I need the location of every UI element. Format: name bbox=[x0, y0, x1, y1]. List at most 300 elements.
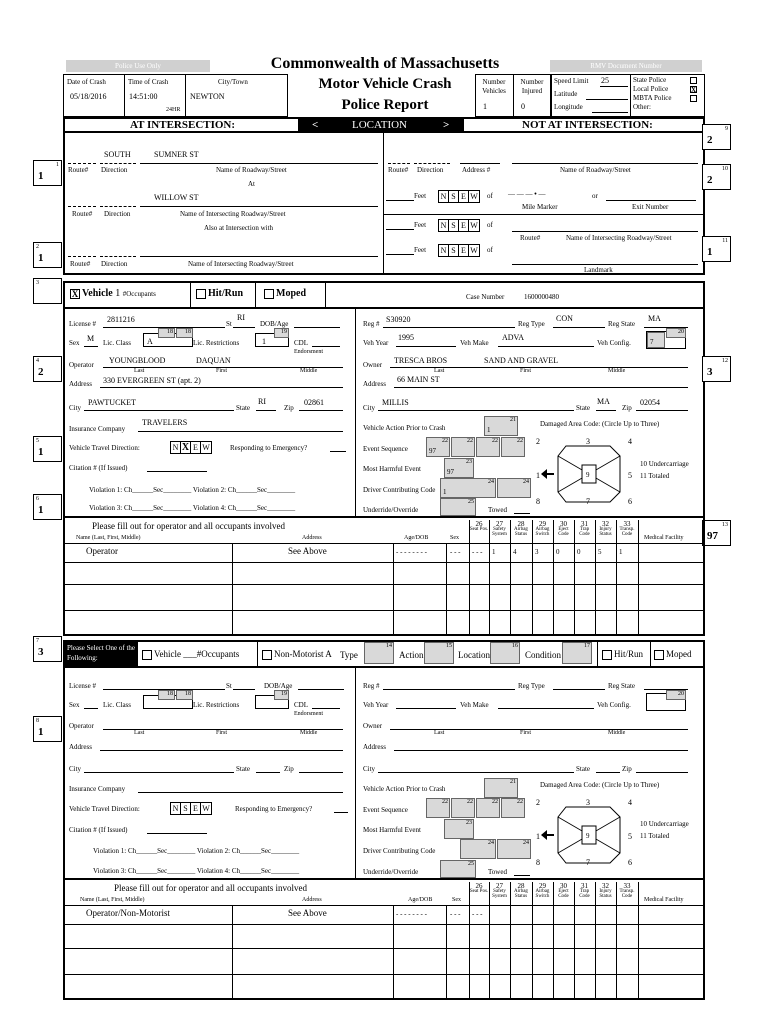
u2-damage-diagram-icon[interactable] bbox=[530, 793, 700, 873]
contrib-box-1[interactable]: 24 1 bbox=[440, 478, 496, 498]
harm-box[interactable]: 23 97 bbox=[444, 458, 474, 478]
u2-sex-label: Sex bbox=[69, 701, 80, 709]
sex-value[interactable]: M bbox=[87, 334, 95, 343]
hdr-div4 bbox=[630, 74, 631, 117]
date-label: Date of Crash bbox=[67, 78, 106, 86]
u2-cdl-label: CDL bbox=[294, 701, 308, 709]
unit2-condition-box[interactable]: 17 bbox=[562, 642, 592, 664]
sex-line bbox=[84, 346, 98, 347]
title-line-2: Motor Vehicle Crash bbox=[318, 76, 452, 92]
occ2-row1-seat[interactable]: - - - bbox=[472, 910, 483, 918]
u2-state-line bbox=[256, 772, 280, 773]
svg-text:2: 2 bbox=[536, 798, 540, 807]
st-line bbox=[233, 327, 255, 328]
veh-make-value[interactable]: ADVA bbox=[502, 333, 525, 342]
side-box-7[interactable]: 7 3 bbox=[33, 636, 62, 662]
occ1-colnum-31: 31 bbox=[581, 520, 588, 528]
vehicle-checkbox[interactable]: X Vehicle 1 #Occupants bbox=[71, 288, 156, 299]
side-box-10[interactable]: 10 2 bbox=[702, 164, 731, 190]
dir-s[interactable]: S bbox=[181, 803, 191, 814]
own-city-value[interactable]: MILLIS bbox=[382, 398, 409, 407]
occ2-col-div-31 bbox=[574, 882, 575, 1000]
occ-header-line bbox=[64, 543, 704, 544]
cdl-line bbox=[312, 346, 340, 347]
occ2-row-line-3 bbox=[64, 974, 704, 975]
u2-op-last: Last bbox=[134, 730, 145, 736]
u2-violation-3: Violation 3: Ch______Sec________ Violation 4: Ch______Sec________ bbox=[93, 867, 300, 875]
own-last-label: Last bbox=[434, 368, 445, 374]
occ1-colnum-27: 27 bbox=[496, 520, 503, 528]
occ-age-col: Age/DOB bbox=[404, 535, 429, 541]
u2-event-label: Event Sequence bbox=[363, 806, 408, 814]
side-box-2[interactable]: 2 1 bbox=[33, 242, 62, 268]
u2-emergency-line bbox=[334, 812, 348, 813]
occ2-col-div-age bbox=[446, 905, 447, 1000]
case-number-label: Case Number bbox=[466, 293, 505, 301]
own-address-label: Address bbox=[363, 380, 386, 388]
local-police-checkbox[interactable]: X bbox=[691, 86, 697, 94]
owner-first[interactable]: SAND AND GRAVEL bbox=[484, 356, 559, 365]
u2-lic-class-box[interactable]: 18 18 bbox=[143, 695, 193, 709]
occ-row1-sex[interactable]: - - - bbox=[450, 548, 461, 556]
side-box-11[interactable]: 11 1 bbox=[702, 236, 731, 262]
occ1-colhead-28: Airbag Status bbox=[514, 527, 528, 537]
harm-label: Most Harmful Event bbox=[363, 465, 421, 473]
u2-contrib-label: Driver Contributing Code bbox=[363, 847, 436, 855]
u2-reg-state-label: Reg State bbox=[608, 682, 636, 690]
int-direction-value[interactable]: SOUTH bbox=[104, 150, 131, 159]
occ2-col-div-addr bbox=[393, 905, 394, 1000]
num-veh-label: Number Vehicles bbox=[482, 78, 506, 95]
insurance-line bbox=[138, 431, 343, 432]
own-middle-label: Middle bbox=[608, 368, 626, 374]
city-value[interactable]: NEWTON bbox=[190, 92, 225, 101]
reg-type-line bbox=[553, 327, 605, 328]
u2-state-label: State bbox=[236, 765, 250, 773]
int-road-label-2: Name of Intersecting Roadway/Street bbox=[180, 210, 286, 218]
emergency-line bbox=[330, 451, 346, 452]
side-box-6[interactable]: 6 1 bbox=[33, 494, 62, 520]
damage-diagram-icon[interactable] bbox=[530, 432, 700, 512]
rmv-doc-box bbox=[550, 60, 702, 72]
u2-zip-line bbox=[299, 772, 343, 773]
dir-s-selected[interactable]: X bbox=[181, 442, 190, 453]
r-row-divider bbox=[384, 214, 704, 215]
occ2-col-div-28 bbox=[510, 882, 511, 1000]
u2-lic-restr-label: Lic. Restrictions bbox=[193, 701, 240, 709]
u2-insurance-label: Insurance Company bbox=[69, 785, 126, 793]
unit2-type-box[interactable]: 14 bbox=[364, 642, 394, 664]
endorsement-label: Endorsment bbox=[294, 349, 323, 355]
occ2-col-div-30 bbox=[553, 882, 554, 1000]
unit2-nonmotorist-checkbox[interactable]: Non-Motorist A bbox=[262, 649, 332, 660]
occ2-colhead-33: Transp. Code bbox=[619, 889, 635, 899]
latitude-line bbox=[586, 99, 628, 100]
occ1-row1-val-29[interactable]: 3 bbox=[535, 548, 539, 556]
dir-n[interactable]: N bbox=[439, 245, 449, 256]
occ-row1-address[interactable]: See Above bbox=[288, 546, 327, 556]
dir-w[interactable]: W bbox=[470, 246, 478, 255]
latitude-label: Latitude bbox=[554, 90, 578, 98]
emergency-label: Responding to Emergency? bbox=[230, 444, 308, 452]
speed-value[interactable]: 25 bbox=[601, 76, 609, 85]
occ1-row1-val-31[interactable]: 0 bbox=[577, 548, 581, 556]
violation-1: Violation 1: Ch______Sec________ Violation 2: Ch______Sec________ bbox=[89, 486, 296, 494]
feet2-direction-selector[interactable] bbox=[438, 219, 480, 232]
u2-own-zip-line bbox=[636, 772, 688, 773]
u2-action-label: Vehicle Action Prior to Crash bbox=[363, 785, 446, 793]
veh-config-box[interactable]: 7 20 bbox=[646, 331, 686, 349]
u2-contrib-box-1[interactable]: 24 bbox=[460, 839, 496, 859]
own-zip-value[interactable]: 02054 bbox=[640, 398, 660, 407]
own-zip-line bbox=[636, 410, 688, 411]
svg-text:1: 1 bbox=[536, 832, 540, 841]
occ-row1-name[interactable]: Operator bbox=[86, 546, 118, 556]
op-state-line bbox=[256, 410, 276, 411]
lic-class-label: Lic. Class bbox=[103, 339, 131, 347]
feet1-direction-selector[interactable] bbox=[438, 190, 480, 203]
u2-license-label: License # bbox=[69, 682, 97, 690]
occ2-colnum-31: 31 bbox=[581, 882, 588, 890]
route-label-2: Route# bbox=[72, 210, 93, 218]
r-route-line bbox=[388, 163, 410, 164]
own-zip-label: Zip bbox=[622, 404, 632, 412]
operator-first[interactable]: DAQUAN bbox=[196, 356, 231, 365]
dir-w[interactable]: W bbox=[202, 804, 210, 813]
dir-s[interactable]: S bbox=[449, 220, 459, 231]
int-road2-value[interactable]: WILLOW ST bbox=[154, 193, 199, 202]
occ2-colnum-27: 27 bbox=[496, 882, 503, 890]
unit2-action-box[interactable]: 15 bbox=[424, 642, 454, 664]
occ-row1-age[interactable]: - - - - - - - - bbox=[396, 548, 427, 556]
exit-line bbox=[606, 200, 696, 201]
title-line-1: Commonwealth of Massachusetts bbox=[270, 55, 500, 72]
u2-address-line bbox=[100, 750, 343, 751]
r-route-label: Route# bbox=[388, 166, 409, 174]
damage-label: Damaged Area Code: (Circle Up to Three) bbox=[540, 420, 660, 428]
police-use-box bbox=[66, 60, 210, 72]
occ1-col-div-32 bbox=[595, 520, 596, 636]
reg-state-value[interactable]: MA bbox=[648, 314, 661, 323]
occ2-colhead-32: Injury Status bbox=[599, 889, 612, 899]
operator-last[interactable]: YOUNGBLOOD bbox=[109, 356, 166, 365]
unit2-bar-div2 bbox=[597, 641, 598, 667]
occupants-value: 1 bbox=[115, 288, 121, 299]
svg-text:5: 5 bbox=[628, 471, 632, 480]
license-label: License # bbox=[69, 320, 97, 328]
occ2-colhead-30: Eject Code bbox=[558, 889, 569, 899]
unit2-action-label: Action bbox=[399, 650, 424, 660]
dir-n[interactable]: N bbox=[439, 220, 449, 231]
occ1-colhead-27: Safety System bbox=[492, 527, 507, 537]
u2-own-last: Last bbox=[434, 730, 445, 736]
occ-table-title-2: Please fill out for operator and all occupants involved bbox=[114, 883, 307, 893]
contrib-label: Driver Contributing Code bbox=[363, 486, 436, 494]
contrib-box-2[interactable]: 24 bbox=[497, 478, 531, 498]
occ-row-line-3 bbox=[64, 610, 704, 611]
side-box-1[interactable]: 1 1 bbox=[33, 160, 62, 186]
u2-st-line bbox=[233, 689, 255, 690]
direction-label-2: Direction bbox=[104, 210, 131, 218]
unit2-location-box[interactable]: 16 bbox=[490, 642, 520, 664]
violation-3: Violation 3: Ch______Sec________ Violation 4: Ch______Sec________ bbox=[89, 504, 296, 512]
u2-dob-label: DOB/Age bbox=[264, 682, 293, 690]
route1-line bbox=[68, 163, 96, 164]
exit-number-label: Exit Number bbox=[632, 203, 669, 211]
reg-value[interactable]: S30920 bbox=[386, 315, 411, 324]
citation-label: Citation # (If Issued) bbox=[69, 464, 128, 472]
u2-harm-label: Most Harmful Event bbox=[363, 826, 421, 834]
reg-line bbox=[383, 327, 515, 328]
feet1-line bbox=[386, 200, 414, 201]
r-road-label: Name of Roadway/Street bbox=[560, 166, 631, 174]
u2-dob-line bbox=[298, 689, 344, 690]
totaled-label: 11 Totaled bbox=[640, 472, 670, 480]
occ2-colnum-33: 33 bbox=[623, 882, 631, 890]
occ1-colhead-32: Injury Status bbox=[599, 527, 612, 537]
r-addr-line bbox=[460, 163, 500, 164]
direction-label-3: Direction bbox=[101, 260, 128, 268]
dir-n[interactable]: N bbox=[171, 803, 181, 814]
at-label: At bbox=[248, 180, 255, 188]
route2-line bbox=[68, 206, 96, 207]
occ2-address-col: Address bbox=[302, 897, 322, 903]
op-first-label: First bbox=[216, 368, 228, 374]
r-address-label: Address # bbox=[462, 166, 491, 174]
u2-insurance-line bbox=[138, 792, 343, 793]
own-state-value[interactable]: MA bbox=[597, 397, 610, 406]
op-address-value[interactable]: 330 EVERGREEN ST (apt. 2) bbox=[103, 376, 201, 385]
lic-class-box[interactable]: A 18 18 bbox=[143, 333, 193, 347]
op-city-label: City bbox=[69, 404, 82, 412]
svg-text:9: 9 bbox=[586, 471, 590, 479]
road3-line bbox=[140, 256, 378, 257]
action-box[interactable]: 21 1 bbox=[484, 416, 518, 436]
occ2-colnum-32: 32 bbox=[602, 882, 609, 890]
time-value[interactable]: 14:51:00 bbox=[129, 92, 158, 101]
u2-travel-dir-label: Vehicle Travel Direction: bbox=[69, 805, 140, 813]
op-city-value[interactable]: PAWTUCKET bbox=[88, 398, 136, 407]
num-inj-label: Number Injured bbox=[520, 78, 544, 95]
occ2-row1-sex[interactable]: - - - bbox=[450, 910, 461, 918]
u2-lic-restr-box[interactable]: 19 bbox=[255, 695, 289, 709]
occ2-age-col: Age/DOB bbox=[408, 897, 433, 903]
svg-text:8: 8 bbox=[536, 497, 540, 506]
also-at-label: Also at Intersection with bbox=[204, 224, 274, 232]
feet2-of-label: of bbox=[487, 221, 493, 229]
owner-last[interactable]: TRESCA BROS bbox=[394, 356, 448, 365]
occ2-row1-age[interactable]: - - - - - - - - bbox=[396, 910, 427, 918]
svg-text:7: 7 bbox=[586, 497, 590, 506]
op-state-label: State bbox=[236, 404, 250, 412]
road1-line bbox=[140, 163, 378, 164]
dir-w[interactable]: W bbox=[470, 192, 478, 201]
occ2-row1-address[interactable]: See Above bbox=[288, 908, 327, 918]
side-box-5[interactable]: 5 1 bbox=[33, 436, 62, 462]
u2-undercarriage-label: 10 Undercarriage bbox=[640, 820, 689, 828]
side-box-13[interactable]: 13 97 bbox=[702, 520, 731, 546]
occ1-row1-val-27[interactable]: 1 bbox=[492, 548, 496, 556]
u2-city-label: City bbox=[69, 765, 82, 773]
travel-dir-label: Vehicle Travel Direction: bbox=[69, 444, 140, 452]
side-box-8[interactable]: 8 1 bbox=[33, 716, 62, 742]
occ-table-title-1: Please fill out for operator and all occupants involved bbox=[92, 521, 285, 531]
underride-box[interactable]: 25 bbox=[440, 498, 476, 516]
occ1-row1-val-30[interactable]: 0 bbox=[556, 548, 560, 556]
occ1-row1-val-26[interactable]: - - - bbox=[472, 548, 483, 556]
dir-s[interactable]: S bbox=[449, 245, 459, 256]
occ1-col-div-30 bbox=[553, 520, 554, 636]
occ2-colhead-28: Airbag Status bbox=[514, 889, 528, 899]
svg-text:1: 1 bbox=[536, 471, 540, 480]
op-state-value[interactable]: RI bbox=[258, 397, 266, 406]
landmark-label: Landmark bbox=[584, 266, 613, 274]
u2-operator-label: Operator bbox=[69, 722, 94, 730]
road2-line bbox=[140, 206, 378, 207]
occ1-row1-val-32[interactable]: 5 bbox=[598, 548, 602, 556]
u2-action-box[interactable]: 21 bbox=[484, 778, 518, 798]
u2-travel-direction-selector[interactable] bbox=[170, 802, 212, 815]
occ2-row-line-2 bbox=[64, 948, 704, 949]
travel-direction-selector[interactable] bbox=[170, 441, 212, 454]
state-police-checkbox[interactable] bbox=[690, 77, 697, 84]
mbta-police-checkbox[interactable] bbox=[690, 95, 697, 102]
dir-e[interactable]: E bbox=[459, 220, 469, 231]
veh-make-line bbox=[498, 346, 594, 347]
dir-e[interactable]: E bbox=[459, 191, 469, 202]
feet3-direction-selector[interactable] bbox=[438, 244, 480, 257]
u2-op-middle: Middle bbox=[300, 730, 318, 736]
feet2-route-line bbox=[512, 231, 698, 232]
dir-w[interactable]: W bbox=[202, 443, 210, 452]
r-road-line bbox=[512, 163, 698, 164]
occ1-colnum-30: 30 bbox=[560, 520, 567, 528]
moped-checkbox[interactable]: Moped bbox=[264, 288, 306, 299]
owner-label: Owner bbox=[363, 361, 383, 369]
u2-op-first: First bbox=[216, 730, 228, 736]
dir-w[interactable]: W bbox=[470, 221, 478, 230]
lic-restr-label: Lic. Restrictions bbox=[193, 339, 240, 347]
road-name-label-1: Name of Roadway/Street bbox=[216, 166, 287, 174]
occ1-col-div-31 bbox=[574, 520, 575, 636]
occ2-colhead-26: Seat Pos. bbox=[469, 889, 489, 894]
own-address-value[interactable]: 66 MAIN ST bbox=[397, 375, 440, 384]
num-inj-value[interactable]: 0 bbox=[521, 102, 525, 111]
occ1-col-div-26 bbox=[469, 520, 470, 636]
feet2-route-label: Route# bbox=[520, 234, 541, 242]
occ-col-div-addr bbox=[393, 543, 394, 636]
feet2-int-road-label: Name of Intersecting Roadway/Street bbox=[566, 234, 672, 242]
occ2-row-line-1 bbox=[64, 924, 704, 925]
occ2-colhead-29: Airbag Switch bbox=[535, 889, 550, 899]
feet2-line bbox=[386, 229, 414, 230]
u2-harm-box[interactable]: 23 bbox=[444, 819, 474, 839]
occ2-header-line bbox=[64, 905, 704, 906]
dir-e[interactable]: E bbox=[459, 245, 469, 256]
mile-marker-label: Mile Marker bbox=[522, 203, 558, 211]
own-city-line bbox=[378, 410, 574, 411]
occ2-col-div-32 bbox=[595, 882, 596, 1000]
u2-own-address-label: Address bbox=[363, 743, 386, 751]
unit2-vehicle-checkbox[interactable]: Vehicle ___#Occupants bbox=[142, 649, 239, 660]
svg-text:9: 9 bbox=[586, 832, 590, 840]
dir-e[interactable]: E bbox=[191, 442, 201, 453]
veh-year-value[interactable]: 1995 bbox=[398, 333, 414, 342]
date-value[interactable]: 05/18/2016 bbox=[70, 92, 107, 101]
police-use-label: Police Use Only bbox=[115, 62, 161, 70]
u2-own-middle: Middle bbox=[608, 730, 626, 736]
u2-city-line bbox=[84, 772, 234, 773]
side-box-12[interactable]: 12 3 bbox=[702, 356, 731, 382]
dir-s[interactable]: S bbox=[449, 191, 459, 202]
occ2-colhead-31: Trap Code bbox=[579, 889, 590, 899]
side-box-9[interactable]: 9 2 bbox=[702, 124, 731, 150]
occ1-row1-val-28[interactable]: 4 bbox=[513, 548, 517, 556]
unit2-hitrun-checkbox[interactable]: Hit/Run bbox=[602, 649, 643, 660]
undercarriage-label: 10 Undercarriage bbox=[640, 460, 689, 468]
hdr-div1 bbox=[124, 74, 125, 117]
dir-n[interactable]: N bbox=[171, 442, 181, 453]
mile-dashes: — — — • — bbox=[508, 190, 546, 198]
u2-underride-box[interactable]: 25 bbox=[440, 860, 476, 878]
int-road-value[interactable]: SUMNER ST bbox=[154, 150, 199, 159]
mbta-police-label: MBTA Police bbox=[633, 94, 672, 102]
state-police-label: State Police bbox=[633, 76, 667, 84]
u2-veh-config-box[interactable]: 20 bbox=[646, 693, 686, 711]
u2-veh-year-label: Veh Year bbox=[363, 701, 389, 709]
action-label: Vehicle Action Prior to Crash bbox=[363, 424, 446, 432]
reg-type-value[interactable]: CON bbox=[556, 314, 573, 323]
u2-owner-label: Owner bbox=[363, 722, 383, 730]
u2-contrib-box-2[interactable]: 24 bbox=[497, 839, 531, 859]
occ-medical-col: Medical Facility bbox=[644, 535, 684, 541]
occ2-row1-name[interactable]: Operator/Non-Motorist bbox=[86, 908, 170, 918]
op-zip-value[interactable]: 02861 bbox=[304, 398, 324, 407]
longitude-label: Longitude bbox=[554, 103, 583, 111]
occ1-colnum-32: 32 bbox=[602, 520, 609, 528]
op-zip-label: Zip bbox=[284, 404, 294, 412]
own-state-line bbox=[596, 410, 616, 411]
side-box-4[interactable]: 4 2 bbox=[33, 356, 62, 382]
st-value[interactable]: RI bbox=[237, 313, 245, 322]
dir-n[interactable]: N bbox=[439, 191, 449, 202]
u2-violation-1: Violation 1: Ch______Sec________ Violation 2: Ch______Sec________ bbox=[93, 847, 300, 855]
st-label: St bbox=[226, 320, 232, 328]
occ2-col-div-33 bbox=[616, 882, 617, 1000]
u2-own-city-label: City bbox=[363, 765, 376, 773]
lic-restr-box[interactable]: 1 19 bbox=[255, 333, 289, 347]
unit2-moped-checkbox[interactable]: Moped bbox=[654, 649, 692, 660]
hit-run-checkbox[interactable]: Hit/Run bbox=[196, 288, 243, 299]
svg-text:4: 4 bbox=[628, 437, 632, 446]
svg-text:7: 7 bbox=[586, 858, 590, 867]
reg-type-label: Reg Type bbox=[518, 320, 545, 328]
insurance-value[interactable]: TRAVELERS bbox=[142, 418, 188, 427]
u2-endorsement-label: Endorsment bbox=[294, 711, 323, 717]
event-label: Event Sequence bbox=[363, 445, 408, 453]
license-value[interactable]: 2811216 bbox=[107, 315, 135, 324]
own-city-label: City bbox=[363, 404, 376, 412]
num-veh-value[interactable]: 1 bbox=[483, 102, 487, 111]
occ-address-col: Address bbox=[302, 535, 322, 541]
occ1-row1-val-33[interactable]: 1 bbox=[619, 548, 623, 556]
svg-text:6: 6 bbox=[628, 497, 632, 506]
unit2-select-label: Please Select One of the Following: bbox=[67, 644, 136, 662]
occ-name-col: Name (Last, First, Middle) bbox=[76, 535, 141, 541]
case-number-value[interactable]: 1600000480 bbox=[524, 293, 559, 301]
dir-e[interactable]: E bbox=[191, 803, 201, 814]
side-box-3[interactable]: 3 bbox=[33, 278, 62, 304]
